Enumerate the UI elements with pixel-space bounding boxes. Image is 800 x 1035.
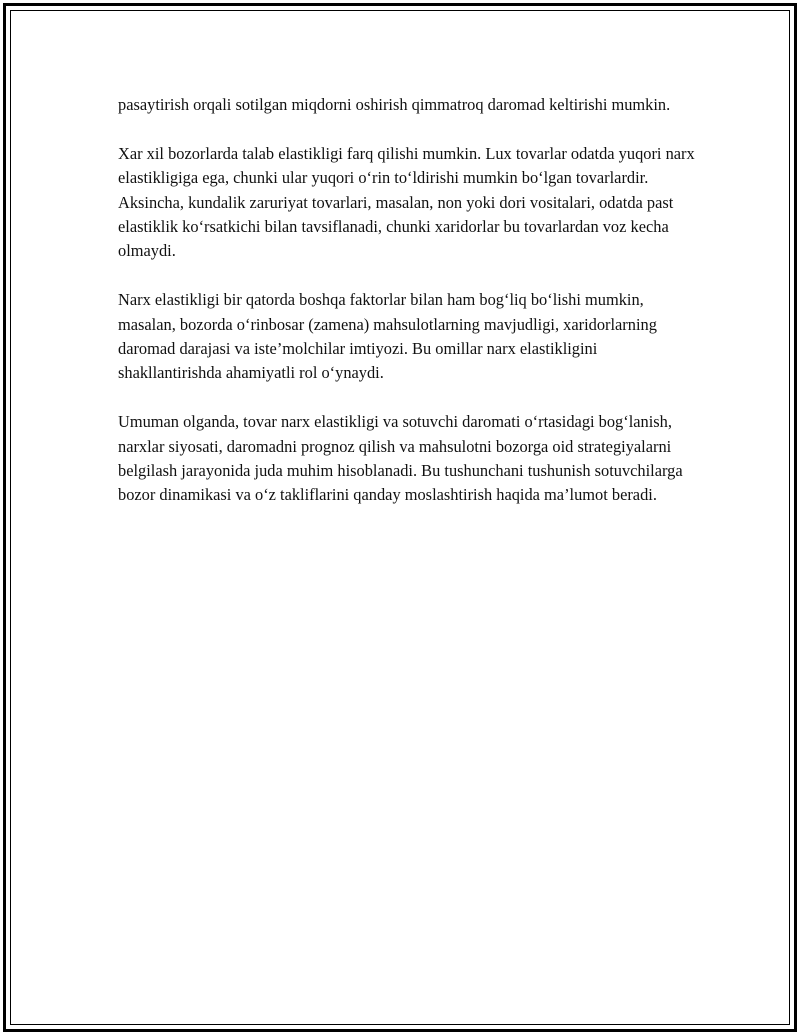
paragraph-1: pasaytirish orqali sotilgan miqdorni oshirish qimmatroq daromad keltirishi mumkin. [118,95,671,114]
paragraph-3: Narx elastikligi bir qatorda boshqa faktorlar bilan ham bog‘liq bo‘lishi mumkin, masalan, bozorda o‘rinbosar (zamena) mahsulotlarning mavjudligi, xaridorlarning daromad darajasi va iste’molchilar imtiyozi. Bu omillar narx elastikligini shakllantirishda ahamiyatli rol o‘ynaydi. [118,290,657,383]
paragraph-2: Xar xil bozorlarda talab elastikligi farq qilishi mumkin. Lux tovarlar odatda yuqori narx elastikligiga ega, chunki ular yuqori o‘rin to‘ldirishi mumkin bo‘lgan tovarlardir. Aksincha, kundalik zaruriyat tovarlari, masalan, non yoki dori vositalari, odatda past elastiklik ko‘rsatkichi bilan tavsiflanadi, chunki xaridorlar bu tovarlardan voz kecha olmaydi. [118,143,695,261]
document-body [118,93,698,532]
paragraph-4: Umuman olganda, tovar narx elastikligi va sotuvchi daromati o‘rtasidagi bog‘lanish, narxlar siyosati, daromadni prognoz qilish va mahsulotni bozorga oid strategiyalarni belgilash jarayonida juda muhim hisoblanadi. Bu tushunchani tushunish sotuvchilarga bozor dinamikasi va o‘z takliflarini qanday moslashtirish haqida ma’lumot beradi. [118,412,683,505]
